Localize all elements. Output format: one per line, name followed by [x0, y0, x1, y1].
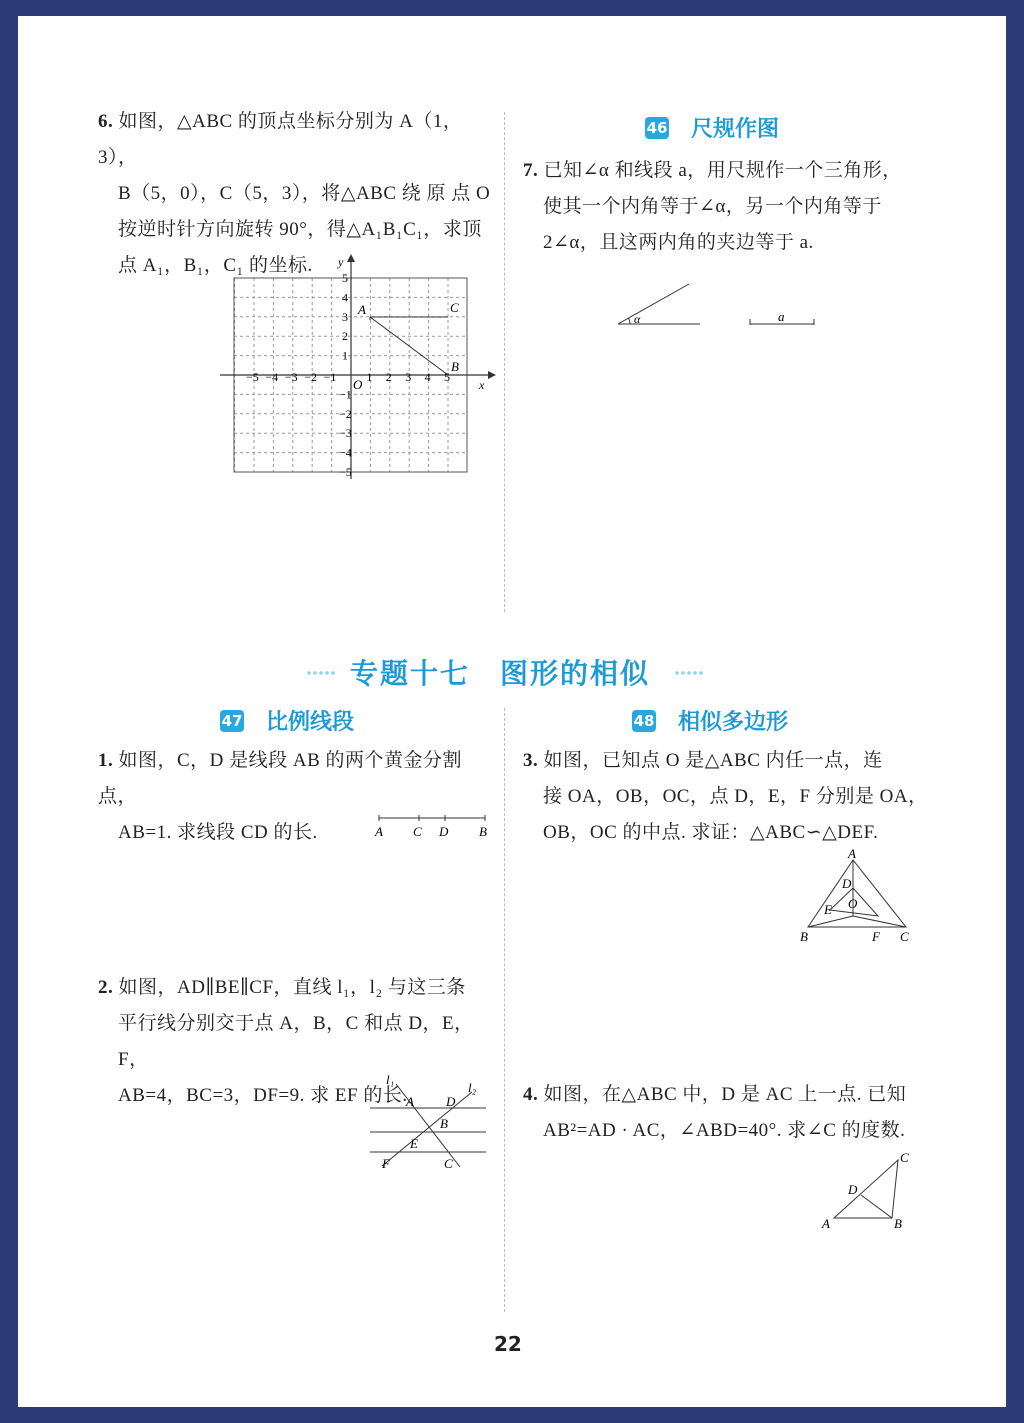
label-c: C	[900, 929, 909, 944]
question-text: AB²=AD · AC，∠ABD=40°. 求∠C 的度数.	[543, 1120, 906, 1141]
label-b: B	[894, 1216, 902, 1231]
question-3	[523, 743, 928, 851]
label-l1: l₁	[386, 1072, 395, 1087]
x-tick-label: −1	[323, 370, 337, 384]
angle-alpha-label: α	[634, 312, 641, 326]
segment-ab	[370, 317, 448, 375]
y-tick-label: −3	[339, 426, 352, 441]
label-a: A	[822, 1216, 830, 1231]
label-c: C	[900, 1150, 909, 1165]
label-b: B	[800, 929, 808, 944]
question-text: 按逆时针方向旋转 90°，得△A₁B₁C₁，求顶	[118, 219, 482, 240]
triangle-abc-figure	[814, 1148, 914, 1232]
column-divider-top	[504, 112, 505, 612]
label-d: D	[848, 1182, 858, 1197]
y-tick-label: 5	[342, 271, 348, 285]
section-47-heading	[220, 705, 354, 736]
triangle-abc	[834, 1160, 898, 1218]
section-title: 比例线段	[266, 710, 355, 735]
x-axis-arrow	[488, 371, 496, 379]
angle-ray-slanted	[618, 284, 689, 324]
y-tick-label: −2	[339, 406, 352, 421]
x-tick-label: −5	[246, 370, 259, 384]
question-text: 如图，C，D 是线段 AB 的两个黄金分割点，	[98, 750, 463, 807]
angle-and-segment-figure	[614, 278, 824, 330]
segment-a-label: a	[778, 309, 785, 324]
page-number: 22	[494, 1332, 522, 1356]
label-d: D	[842, 876, 852, 891]
question-text: 如图，AD∥BE∥CF，直线 l₁，l₂ 与这三条	[118, 977, 466, 998]
section-number-badge: 48	[633, 711, 655, 730]
title-decoration-left	[306, 670, 336, 676]
coordinate-grid-figure	[218, 254, 498, 486]
label-e: E	[410, 1136, 418, 1151]
question-text: AB=1. 求线段 CD 的长.	[118, 822, 318, 843]
line-l2	[382, 1092, 472, 1166]
question-text: 2∠α，且这两内角的夹边等于 a.	[543, 232, 814, 253]
label-e: E	[824, 902, 832, 917]
section-number-badge: 46	[646, 118, 668, 137]
label-l2: l₂	[468, 1080, 477, 1095]
label-a: A	[848, 846, 856, 861]
label-b: B	[479, 824, 487, 839]
parallel-lines-figure	[368, 1072, 490, 1172]
question-text: 如图，已知点 O 是△ABC 内任一点，连	[543, 750, 883, 771]
question-text: 点 A₁，B₁，C₁ 的坐标.	[118, 255, 313, 276]
y-tick-label: 3	[342, 309, 348, 324]
section-48-heading	[632, 705, 788, 736]
label-f: F	[872, 929, 880, 944]
label-c: C	[413, 824, 422, 839]
label-c: C	[444, 1156, 453, 1171]
section-46-heading	[645, 112, 779, 143]
workbook-page	[18, 16, 1006, 1407]
y-axis-arrow	[347, 254, 355, 262]
question-text: 已知∠α 和线段 a，用尺规作一个三角形，	[543, 160, 902, 181]
question-number: 2.	[98, 977, 114, 998]
x-axis-label: x	[479, 378, 485, 392]
question-text: B（5，0），C（5，3），将△ABC 绕 原 点 O	[118, 183, 491, 204]
y-tick-label: 2	[342, 329, 348, 344]
y-tick-label: −5	[339, 465, 352, 479]
x-tick-labels	[246, 370, 450, 384]
question-4	[523, 1077, 928, 1149]
question-number: 1.	[98, 750, 114, 771]
x-tick-label: 1	[366, 370, 373, 384]
label-a: A	[406, 1094, 414, 1109]
label-c: C	[450, 300, 459, 315]
label-d: D	[446, 1094, 456, 1109]
question-text: 接 OA，OB，OC，点 D，E，F 分别是 OA，	[543, 786, 928, 807]
question-text: OB，OC 的中点. 求证：△ABC∽△DEF.	[543, 822, 879, 843]
x-tick-label: 4	[424, 370, 431, 384]
question-number: 4.	[523, 1084, 539, 1105]
x-tick-label: −4	[265, 370, 279, 384]
x-tick-label: 2	[385, 370, 392, 384]
label-a: A	[358, 302, 366, 317]
y-tick-label: 4	[342, 290, 348, 305]
origin-label: O	[353, 377, 363, 392]
title-decoration-right	[674, 670, 704, 676]
question-7	[523, 153, 928, 261]
y-tick-label: −1	[339, 387, 352, 402]
y-axis-label: y	[338, 255, 344, 269]
label-d: D	[439, 824, 449, 839]
label-b: B	[440, 1116, 448, 1131]
question-number: 3.	[523, 750, 539, 771]
label-b: B	[451, 359, 459, 374]
question-text: 如图，△ABC 的顶点坐标分别为 A（1，3），	[98, 111, 463, 168]
y-tick-label: 1	[342, 348, 348, 363]
question-number: 7.	[523, 160, 539, 181]
label-a: A	[375, 824, 383, 839]
nested-triangles-figure	[796, 844, 916, 944]
y-tick-label: −4	[339, 445, 352, 460]
section-title: 相似多边形	[678, 710, 789, 735]
label-f: F	[382, 1156, 390, 1171]
column-divider-bottom	[504, 708, 505, 1312]
segment-ab-figure	[373, 810, 493, 840]
question-text: 平行线分别交于点 A，B，C 和点 D，E，F，	[118, 1013, 474, 1070]
angle-arc	[629, 318, 631, 324]
label-o: O	[848, 896, 858, 911]
question-text: 使其一个内角等于∠α，另一个内角等于	[543, 196, 882, 217]
question-text: 如图，在△ABC 中，D 是 AC 上一点. 已知	[543, 1084, 907, 1105]
section-title: 尺规作图	[691, 117, 780, 142]
x-tick-label: 5	[444, 370, 450, 384]
question-text: AB=4，BC=3，DF=9. 求 EF 的长.	[118, 1085, 408, 1106]
section-number-badge: 47	[221, 711, 243, 730]
x-tick-label: −3	[284, 370, 298, 384]
x-tick-label: 3	[405, 370, 412, 384]
segment-bd	[861, 1195, 892, 1218]
question-number: 6.	[98, 111, 114, 132]
x-tick-label: −2	[304, 370, 317, 384]
topic-title: 专题十七 图形的相似	[350, 657, 651, 690]
